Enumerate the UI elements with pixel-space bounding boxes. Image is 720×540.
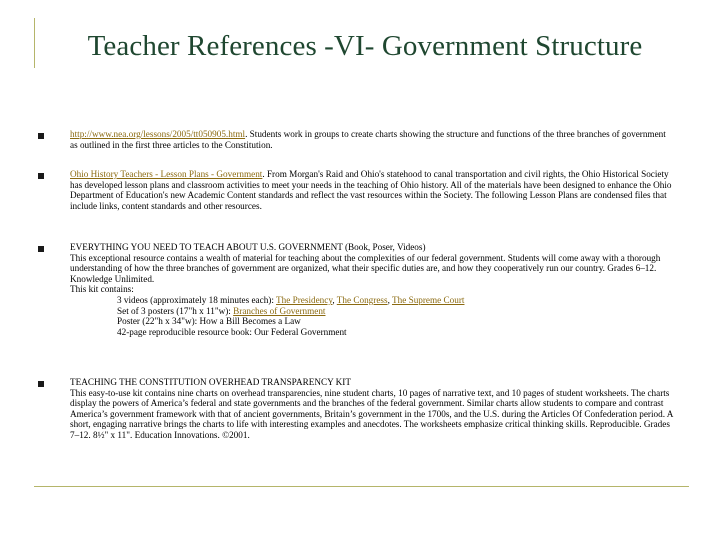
nea-description: . Students work in groups to create charts showing the structure and functions of the three branches of government as outlined in the first three articles to the Constitution. (70, 129, 666, 150)
bottom-rule (34, 486, 689, 487)
supreme-court-link[interactable]: The Supreme Court (392, 294, 465, 305)
bullet-marker (38, 133, 44, 139)
kit-book: 42-page reproducible resource book: Our Federal Government (117, 326, 347, 337)
left-accent-rule (34, 18, 35, 68)
ohio-lesson-plans-link[interactable]: Ohio History Teachers - Lesson Plans - Government (70, 169, 263, 179)
reference-item-nea (70, 129, 675, 150)
item-body: This easy-to-use kit contains nine charts on overhead transparencies, nine student charts, 10 pages of narrative text, and 10 pages of student worksheets. The charts display the powers of America’s federal and state governments and the branches of the federal government. Similar charts allow students to compare and contrast America’s government framework with that of ancient governments, Britain’s government in the 1700s, and the U.S. during the Articles Of Confederation period. A short, engaging narrative brings the charts to life with interesting examples and anecdotes. The worksheets emphasize critical thinking skills. Reproducible. Grades 7–12. 8½" x 11". Education Innovations. ©2001. (70, 387, 673, 440)
reference-item-ohio (70, 169, 675, 211)
kit-posters: Set of 3 posters (17"h x 11"w): Branches of Government (117, 305, 326, 316)
congress-link[interactable]: The Congress (336, 294, 388, 305)
bullet-marker (38, 381, 44, 387)
nea-lesson-link[interactable]: http://www.nea.org/lessons/2005/tt050905.html (70, 129, 246, 139)
branches-of-government-link[interactable]: Branches of Government (233, 305, 326, 316)
kit-label: This kit contains: (70, 284, 134, 295)
bullet-marker (38, 173, 44, 179)
kit-poster: Poster (22"h x 34"w): How a Bill Becomes a Law (117, 316, 301, 327)
reference-item-transparency-kit (70, 377, 675, 441)
bullet-marker (38, 246, 44, 252)
item-body: This exceptional resource contains a wealth of material for teaching about the complexities of our federal government. Students will come away with a thorough understanding of how the three branches of government are organized, what their specific duties are, and how they cooperatively run our country. Grades 6–12. Knowledge Unlimited. (70, 252, 661, 284)
item-heading: EVERYTHING YOU NEED TO TEACH ABOUT U.S. GOVERNMENT (Book, Poser, Videos) (70, 242, 426, 252)
presidency-link[interactable]: The Presidency (276, 294, 333, 305)
kit-videos: 3 videos (approximately 18 minutes each): The Presidency, The Congress, The Supreme Court (117, 294, 465, 305)
ohio-description: . From Morgan's Raid and Ohio's statehood to canal transportation and civil rights, the Ohio Historical Society has developed lesson plans and classroom activities to meet your needs in the teaching of Ohio history. All of the materials have been designed to enhance the Ohio Department of Education's new Academic Content standards and reflect the vast resources within the Society. The following Lesson Plans are condensed files that include links, content standards and other resources. (70, 169, 672, 211)
page-title: Teacher References -VI- Government Structure (87, 30, 643, 62)
item-heading: TEACHING THE CONSTITUTION OVERHEAD TRANSPARENCY KIT (70, 377, 351, 387)
reference-item-everything-you-need (70, 242, 675, 337)
